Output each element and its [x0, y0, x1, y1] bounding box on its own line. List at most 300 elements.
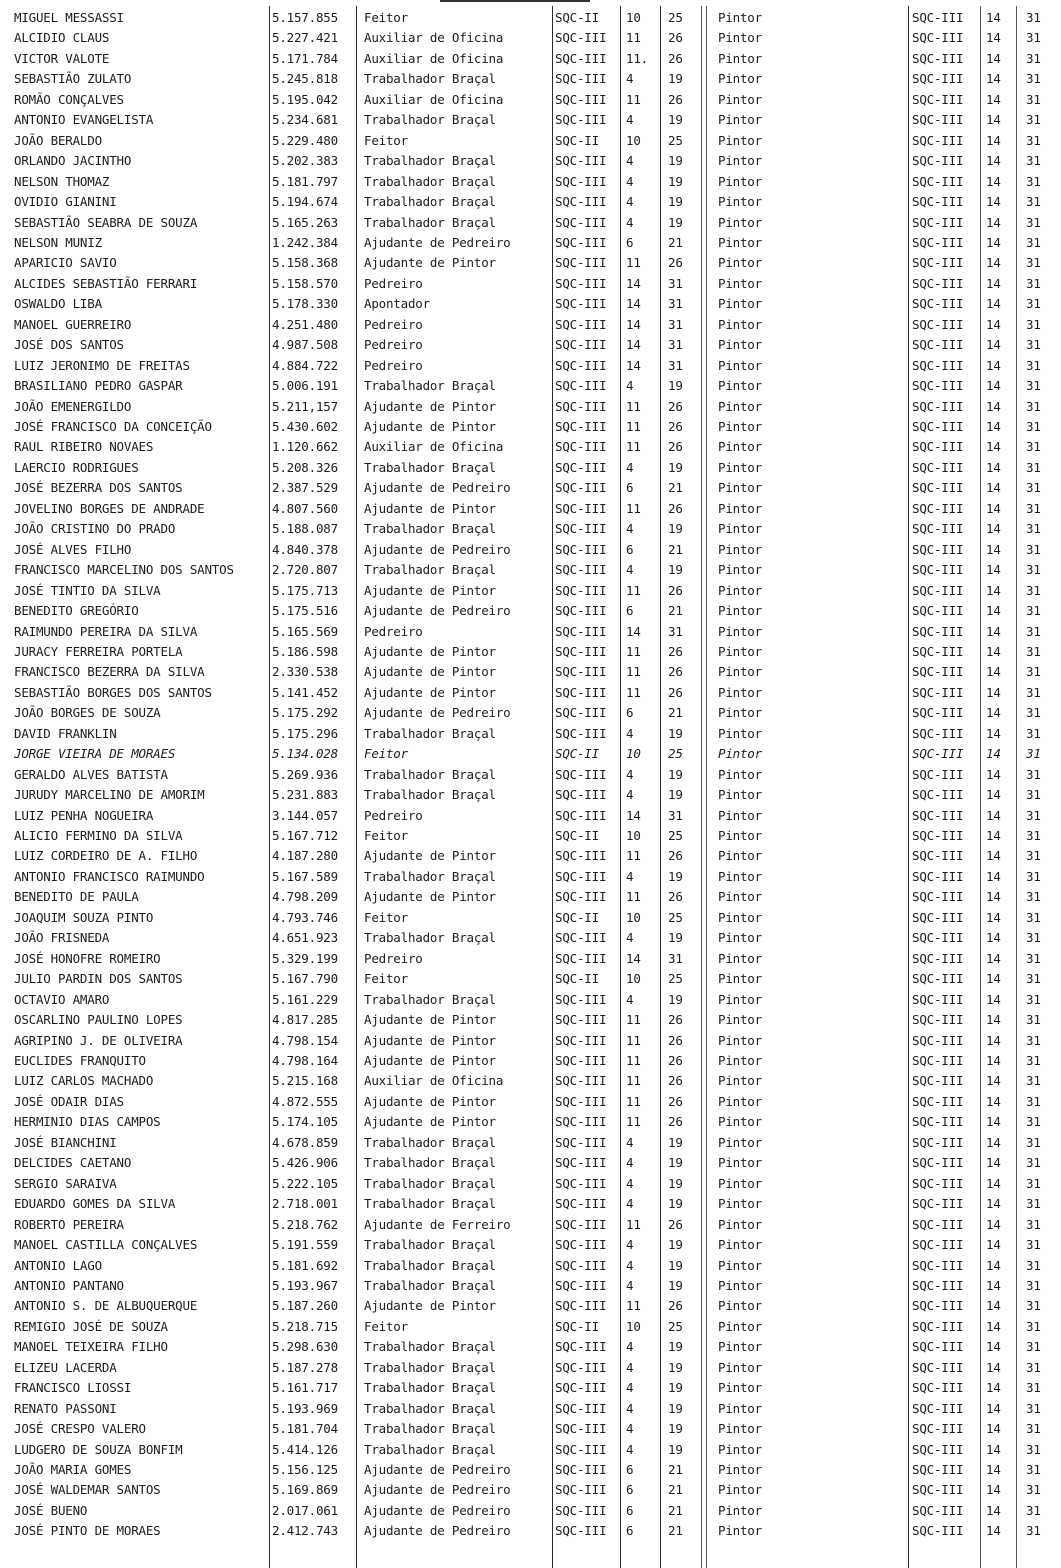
table-row [0, 1194, 1061, 1214]
new-level: SQC-III [912, 623, 964, 639]
new-level: SQC-III [912, 71, 964, 87]
new-ref-b: 31 [1026, 398, 1041, 414]
table-row [0, 744, 1061, 764]
employee-name: OSCARLINO PAULINO LOPES [14, 1012, 183, 1027]
current-ref-a: 11 [626, 439, 641, 455]
new-ref-b: 31 [1026, 868, 1041, 884]
employee-name: OVIDIO GIANINI [14, 194, 117, 209]
current-level: SQC-III [555, 684, 607, 700]
current-ref-a: 11 [626, 30, 641, 46]
new-level: SQC-III [912, 439, 964, 455]
new-ref-b: 31 [1026, 603, 1041, 618]
employee-name: JOVELINO BORGES DE ANDRADE [14, 500, 205, 516]
current-ref-a: 6 [626, 480, 634, 496]
current-position: Trabalhador Braçal [364, 562, 496, 578]
new-ref-a: 14 [986, 828, 1001, 843]
current-level: SQC-III [555, 766, 607, 782]
new-ref-b: 31 [1026, 500, 1041, 516]
new-ref-a: 14 [986, 378, 1001, 394]
registration-number: 5.161.229 [272, 991, 338, 1007]
current-ref-b: 19 [668, 1134, 683, 1150]
new-ref-b: 31 [1026, 664, 1041, 680]
current-level: SQC-III [555, 889, 607, 905]
employee-name: JOSÉ BEZERRA DOS SANTOS [14, 480, 183, 496]
top-rule [440, 0, 590, 2]
new-position: Pintor [718, 357, 762, 373]
table-row [0, 1358, 1061, 1378]
new-position: Pintor [718, 909, 762, 925]
new-ref-a: 14 [986, 909, 1001, 925]
registration-number: 5.165.263 [272, 214, 338, 230]
current-ref-b: 19 [668, 1339, 683, 1355]
current-ref-b: 25 [668, 828, 683, 843]
current-position: Trabalhador Braçal [364, 868, 496, 884]
registration-number: 2.017.061 [272, 1502, 338, 1518]
current-ref-a: 11 [626, 500, 641, 516]
new-ref-b: 31 [1026, 971, 1041, 987]
current-ref-a: 11 [626, 91, 641, 107]
new-level: SQC-III [912, 1523, 964, 1539]
new-level: SQC-III [912, 357, 964, 373]
employee-name: JOÃO BERALDO [14, 132, 102, 148]
new-ref-a: 14 [986, 398, 1001, 414]
new-position: Pintor [718, 194, 762, 209]
table-row [0, 949, 1061, 969]
current-position: Feitor [364, 1318, 408, 1334]
employee-name: JOSÉ FRANCISCO DA CONCEIÇÃO [14, 419, 212, 434]
new-position: Pintor [718, 296, 762, 312]
new-level: SQC-III [912, 1441, 964, 1457]
current-level: SQC-II [555, 132, 599, 148]
current-level: SQC-III [555, 1502, 607, 1518]
current-level: SQC-III [555, 439, 607, 455]
new-position: Pintor [718, 603, 762, 618]
new-ref-b: 31 [1026, 337, 1041, 353]
new-ref-a: 14 [986, 889, 1001, 905]
employee-name: JOSÉ CRESPO VALERO [14, 1421, 146, 1436]
new-level: SQC-III [912, 1012, 964, 1027]
table-row [0, 1031, 1061, 1051]
current-ref-a: 6 [626, 1502, 634, 1518]
current-ref-b: 26 [668, 1073, 683, 1089]
new-level: SQC-III [912, 725, 964, 741]
new-level: SQC-III [912, 398, 964, 414]
table-row [0, 90, 1061, 110]
current-level: SQC-III [555, 1032, 607, 1048]
new-level: SQC-III [912, 378, 964, 394]
new-position: Pintor [718, 582, 762, 598]
registration-number: 5.191.559 [272, 1237, 338, 1252]
employee-name: JOÃO MARIA GOMES [14, 1462, 132, 1477]
current-level: SQC-III [555, 1134, 607, 1150]
current-level: SQC-II [555, 828, 599, 843]
registration-number: 5.193.967 [272, 1277, 338, 1293]
current-ref-b: 19 [668, 1155, 683, 1171]
current-position: Trabalhador Braçal [364, 766, 496, 782]
employee-name: DAVID FRANKLIN [14, 725, 117, 741]
registration-number: 5.171.784 [272, 50, 338, 66]
current-level: SQC-III [555, 500, 607, 516]
employee-name: RAIMUNDO PEREIRA DA SILVA [14, 623, 198, 639]
current-ref-b: 19 [668, 1196, 683, 1212]
new-level: SQC-III [912, 30, 964, 46]
new-position: Pintor [718, 1257, 762, 1273]
new-ref-a: 14 [986, 1462, 1001, 1477]
new-ref-a: 14 [986, 480, 1001, 496]
table-row [0, 499, 1061, 519]
current-ref-a: 11 [626, 1298, 641, 1314]
employee-name: EDUARDO GOMES DA SILVA [14, 1196, 176, 1212]
current-level: SQC-III [555, 459, 607, 475]
new-ref-a: 14 [986, 132, 1001, 148]
new-position: Pintor [718, 807, 762, 823]
new-level: SQC-III [912, 1196, 964, 1212]
new-ref-b: 31 [1026, 480, 1041, 496]
current-position: Pedreiro [364, 357, 423, 373]
new-position: Pintor [718, 500, 762, 516]
current-position: Pedreiro [364, 337, 423, 353]
employee-name: JOSÉ HONOFRE ROMEIRO [14, 950, 161, 966]
employee-name: ALCIDES SEBASTIÃO FERRARI [14, 275, 198, 291]
new-position: Pintor [718, 868, 762, 884]
registration-number: 4.884.722 [272, 357, 338, 373]
new-position: Pintor [718, 1523, 762, 1539]
current-level: SQC-III [555, 1196, 607, 1212]
current-position: Ajudante de Pedreiro [364, 1462, 511, 1477]
new-ref-a: 14 [986, 1359, 1001, 1375]
current-position: Feitor [364, 746, 408, 762]
new-ref-b: 31 [1026, 91, 1041, 107]
current-ref-a: 4 [626, 1380, 634, 1396]
new-level: SQC-III [912, 1237, 964, 1252]
employee-name: ANTONIO LAGO [14, 1257, 102, 1273]
employee-name: AGRIPINO J. DE OLIVEIRA [14, 1032, 183, 1048]
registration-number: 5.426.906 [272, 1155, 338, 1171]
new-ref-a: 14 [986, 1012, 1001, 1027]
new-level: SQC-III [912, 255, 964, 271]
current-ref-b: 25 [668, 909, 683, 925]
employee-name: LUDGERO DE SOUZA BONFIM [14, 1441, 183, 1457]
current-ref-a: 14 [626, 296, 641, 312]
current-position: Ajudante de Pintor [364, 582, 496, 598]
employee-name: ROMÃO CONÇALVES [14, 91, 124, 107]
current-position: Ajudante de Pintor [364, 848, 496, 864]
current-ref-a: 4 [626, 1400, 634, 1416]
current-ref-b: 19 [668, 725, 683, 741]
employee-name: JURUDY MARCELINO DE AMORIM [14, 787, 205, 803]
current-level: SQC-III [555, 1441, 607, 1457]
registration-number: 5.329.199 [272, 950, 338, 966]
current-level: SQC-III [555, 234, 607, 250]
current-level: SQC-III [555, 255, 607, 271]
current-level: SQC-III [555, 1400, 607, 1416]
employee-name: ALICIO FERMINO DA SILVA [14, 828, 183, 843]
current-level: SQC-II [555, 1318, 599, 1334]
registration-number: 1.242.384 [272, 234, 338, 250]
employee-name: MANOEL TEIXEIRA FILHO [14, 1339, 168, 1355]
registration-number: 2.330.538 [272, 664, 338, 680]
current-level: SQC-II [555, 909, 599, 925]
current-position: Trabalhador Braçal [364, 153, 496, 169]
new-ref-a: 14 [986, 357, 1001, 373]
table-row [0, 1112, 1061, 1132]
new-ref-b: 31 [1026, 848, 1041, 864]
current-ref-a: 4 [626, 173, 634, 189]
new-ref-a: 14 [986, 500, 1001, 516]
new-ref-b: 31 [1026, 378, 1041, 394]
new-ref-b: 31 [1026, 1482, 1041, 1498]
employee-name: BENEDITO GREGÓRIO [14, 603, 139, 618]
current-ref-a: 14 [626, 950, 641, 966]
new-position: Pintor [718, 521, 762, 537]
table-row [0, 1256, 1061, 1276]
current-level: SQC-III [555, 1462, 607, 1477]
new-ref-a: 14 [986, 1175, 1001, 1191]
current-level: SQC-III [555, 562, 607, 578]
current-position: Trabalhador Braçal [364, 1175, 496, 1191]
current-level: SQC-III [555, 173, 607, 189]
new-level: SQC-III [912, 868, 964, 884]
new-level: SQC-III [912, 10, 964, 25]
current-ref-b: 31 [668, 316, 683, 332]
table-row [0, 478, 1061, 498]
current-position: Trabalhador Braçal [364, 71, 496, 87]
current-ref-b: 26 [668, 255, 683, 271]
new-level: SQC-III [912, 234, 964, 250]
new-ref-a: 14 [986, 1134, 1001, 1150]
new-ref-a: 14 [986, 1073, 1001, 1089]
employee-name: BENEDITO DE PAULA [14, 889, 139, 905]
employee-name: HERMINIO DIAS CAMPOS [14, 1114, 161, 1130]
new-position: Pintor [718, 378, 762, 394]
new-position: Pintor [718, 1277, 762, 1293]
current-ref-a: 4 [626, 766, 634, 782]
table-row [0, 69, 1061, 89]
registration-number: 5.186.598 [272, 643, 338, 659]
new-level: SQC-III [912, 112, 964, 128]
new-ref-b: 31 [1026, 30, 1041, 46]
current-position: Trabalhador Braçal [364, 930, 496, 946]
current-level: SQC-III [555, 725, 607, 741]
employee-name: MIGUEL MESSASSI [14, 10, 124, 25]
current-ref-a: 11 [626, 643, 641, 659]
current-position: Trabalhador Braçal [364, 1380, 496, 1396]
new-ref-b: 31 [1026, 1216, 1041, 1232]
new-position: Pintor [718, 1114, 762, 1130]
new-level: SQC-III [912, 194, 964, 209]
table-row [0, 437, 1061, 457]
new-position: Pintor [718, 71, 762, 87]
employee-name: JOSÉ PINTO DE MORAES [14, 1523, 161, 1539]
current-ref-a: 4 [626, 1237, 634, 1252]
current-ref-b: 21 [668, 603, 683, 618]
new-ref-a: 14 [986, 603, 1001, 618]
registration-number: 4.187.280 [272, 848, 338, 864]
employee-name: RENATO PASSONI [14, 1400, 117, 1416]
current-level: SQC-III [555, 664, 607, 680]
employee-name: APARICIO SAVIO [14, 255, 117, 271]
table-row [0, 376, 1061, 396]
current-ref-a: 11 [626, 1012, 641, 1027]
current-ref-b: 19 [668, 459, 683, 475]
current-ref-b: 19 [668, 194, 683, 209]
table-row [0, 1419, 1061, 1439]
current-ref-a: 4 [626, 868, 634, 884]
new-ref-b: 31 [1026, 71, 1041, 87]
current-level: SQC-III [555, 643, 607, 659]
current-ref-b: 19 [668, 214, 683, 230]
new-ref-a: 14 [986, 1339, 1001, 1355]
new-ref-a: 14 [986, 521, 1001, 537]
registration-number: 4.251.480 [272, 316, 338, 332]
current-level: SQC-III [555, 398, 607, 414]
new-level: SQC-III [912, 582, 964, 598]
new-position: Pintor [718, 930, 762, 946]
table-row [0, 601, 1061, 621]
current-ref-a: 4 [626, 725, 634, 741]
table-row [0, 1174, 1061, 1194]
registration-number: 5.175.516 [272, 603, 338, 618]
new-position: Pintor [718, 562, 762, 578]
new-ref-a: 14 [986, 562, 1001, 578]
registration-number: 5.269.936 [272, 766, 338, 782]
employee-name: JORGE VIEIRA DE MORAES [14, 746, 176, 762]
table-row [0, 785, 1061, 805]
current-ref-b: 31 [668, 950, 683, 966]
current-position: Feitor [364, 909, 408, 925]
table-row [0, 294, 1061, 314]
current-ref-a: 4 [626, 930, 634, 946]
current-ref-a: 11 [626, 1053, 641, 1068]
current-position: Ajudante de Pintor [364, 1114, 496, 1130]
current-position: Ajudante de Pintor [364, 1298, 496, 1314]
new-level: SQC-III [912, 1175, 964, 1191]
employee-name: BRASILIANO PEDRO GASPAR [14, 378, 183, 394]
employee-name: LUIZ CARLOS MACHADO [14, 1073, 154, 1089]
employee-name: GERALDO ALVES BATISTA [14, 766, 168, 782]
registration-number: 5.195.042 [272, 91, 338, 107]
current-ref-b: 26 [668, 848, 683, 864]
current-position: Ajudante de Pedreiro [364, 705, 511, 721]
new-ref-a: 14 [986, 1523, 1001, 1539]
current-ref-b: 26 [668, 419, 683, 434]
registration-number: 5.187.260 [272, 1298, 338, 1314]
new-ref-a: 14 [986, 1196, 1001, 1212]
current-ref-a: 6 [626, 603, 634, 618]
employee-name: RAUL RIBEIRO NOVAES [14, 439, 154, 455]
current-ref-a: 4 [626, 1421, 634, 1436]
current-ref-a: 14 [626, 623, 641, 639]
current-ref-a: 4 [626, 1359, 634, 1375]
registration-number: 5.187.278 [272, 1359, 338, 1375]
new-level: SQC-III [912, 1380, 964, 1396]
new-ref-a: 14 [986, 296, 1001, 312]
new-ref-a: 14 [986, 541, 1001, 557]
employee-name: ANTONIO PANTANO [14, 1277, 124, 1293]
employee-name: SEBASTIÃO ZULATO [14, 71, 132, 87]
new-position: Pintor [718, 664, 762, 680]
table-row [0, 335, 1061, 355]
table-row [0, 703, 1061, 723]
table-row [0, 1071, 1061, 1091]
employee-name: JOAQUIM SOUZA PINTO [14, 909, 154, 925]
current-ref-a: 10 [626, 10, 641, 25]
employee-name: MANOEL CASTILLA CONÇALVES [14, 1237, 198, 1252]
new-ref-b: 31 [1026, 950, 1041, 966]
new-ref-b: 31 [1026, 1298, 1041, 1314]
registration-number: 5.158.368 [272, 255, 338, 271]
current-ref-a: 11 [626, 1073, 641, 1089]
new-level: SQC-III [912, 1339, 964, 1355]
registration-number: 5.006.191 [272, 378, 338, 394]
employee-name: JOSÉ WALDEMAR SANTOS [14, 1482, 161, 1498]
current-level: SQC-III [555, 521, 607, 537]
table-row [0, 969, 1061, 989]
table-row [0, 581, 1061, 601]
current-position: Feitor [364, 971, 408, 987]
new-ref-b: 31 [1026, 1277, 1041, 1293]
new-ref-a: 14 [986, 684, 1001, 700]
current-position: Ajudante de Pedreiro [364, 1482, 511, 1498]
table-row [0, 356, 1061, 376]
new-ref-a: 14 [986, 807, 1001, 823]
current-position: Auxiliar de Oficina [364, 91, 504, 107]
new-ref-a: 14 [986, 194, 1001, 209]
current-ref-b: 19 [668, 1257, 683, 1273]
new-ref-a: 14 [986, 1093, 1001, 1109]
new-ref-b: 31 [1026, 725, 1041, 741]
current-ref-b: 19 [668, 1359, 683, 1375]
table-row [0, 151, 1061, 171]
current-ref-b: 19 [668, 991, 683, 1007]
table-row [0, 1440, 1061, 1460]
current-level: SQC-II [555, 10, 599, 25]
current-ref-b: 19 [668, 112, 683, 128]
current-position: Ajudante de Pintor [364, 500, 496, 516]
current-level: SQC-III [555, 1277, 607, 1293]
new-ref-a: 14 [986, 91, 1001, 107]
new-position: Pintor [718, 173, 762, 189]
employee-name: JOÃO CRISTINO DO PRADO [14, 521, 176, 537]
current-level: SQC-III [555, 214, 607, 230]
new-ref-b: 31 [1026, 1400, 1041, 1416]
new-position: Pintor [718, 1298, 762, 1314]
current-level: SQC-III [555, 603, 607, 618]
registration-number: 5.169.869 [272, 1482, 338, 1498]
new-level: SQC-III [912, 950, 964, 966]
current-ref-a: 11 [626, 1114, 641, 1130]
new-ref-a: 14 [986, 1441, 1001, 1457]
current-ref-b: 19 [668, 787, 683, 803]
current-ref-b: 26 [668, 1012, 683, 1027]
current-ref-a: 11 [626, 1032, 641, 1048]
current-position: Trabalhador Braçal [364, 1196, 496, 1212]
current-ref-a: 11 [626, 1093, 641, 1109]
new-level: SQC-III [912, 521, 964, 537]
current-ref-a: 14 [626, 316, 641, 332]
table-row [0, 519, 1061, 539]
new-position: Pintor [718, 746, 762, 762]
employee-name: LUIZ CORDEIRO DE A. FILHO [14, 848, 198, 864]
employee-name: SEBASTIÃO BORGES DOS SANTOS [14, 684, 212, 700]
current-position: Trabalhador Braçal [364, 1421, 496, 1436]
new-position: Pintor [718, 848, 762, 864]
new-level: SQC-III [912, 1053, 964, 1068]
new-ref-a: 14 [986, 419, 1001, 434]
new-ref-a: 14 [986, 643, 1001, 659]
current-position: Ajudante de Pedreiro [364, 480, 511, 496]
new-level: SQC-III [912, 562, 964, 578]
